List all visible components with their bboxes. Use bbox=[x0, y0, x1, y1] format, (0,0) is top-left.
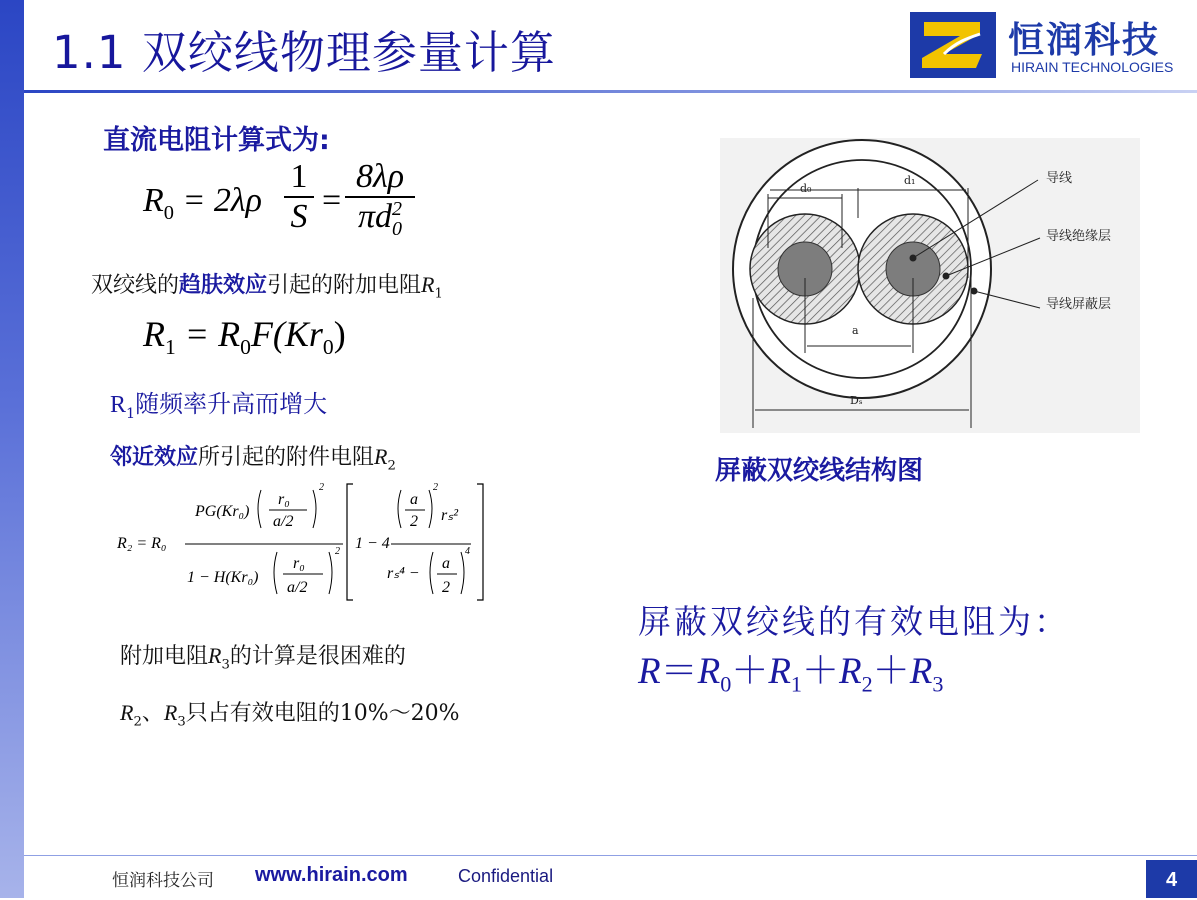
eq-r2-num-sq: 2 bbox=[319, 482, 324, 493]
eff-term-r0: R bbox=[697, 651, 721, 692]
prox-term: 邻近效应 bbox=[110, 445, 199, 470]
r23-r3: R bbox=[163, 700, 178, 725]
eq-r0-num2: 8λρ bbox=[355, 158, 405, 195]
eq-r1-close: ) bbox=[333, 314, 346, 354]
r23-r3-sub: 3 bbox=[177, 714, 186, 730]
eff-eq: ＝ bbox=[660, 651, 698, 692]
eq-r1-lhs-sub: 1 bbox=[165, 335, 176, 360]
skin-var: R bbox=[421, 272, 435, 297]
r3-line bbox=[120, 639, 406, 672]
r3-var: R bbox=[208, 643, 222, 668]
skin-effect-line bbox=[91, 268, 443, 301]
diagram-caption: 屏蔽双绞线结构图 bbox=[715, 456, 924, 486]
prox-post: 所引起的附件电阻 bbox=[198, 445, 375, 470]
eq-r1-tail: F(Kr bbox=[250, 314, 323, 354]
eq-r2-btop-rs: rₛ² bbox=[441, 507, 458, 524]
eq-r0-mid: = 2λρ bbox=[182, 182, 262, 219]
r1-note-text: 随频率升高而增大 bbox=[135, 390, 328, 418]
eq-r0-den2-sub: 0 bbox=[392, 218, 403, 241]
left-accent-bar bbox=[0, 0, 24, 898]
r1-note bbox=[110, 384, 327, 422]
dim-d0-label: d₀ bbox=[800, 182, 812, 195]
eff-term-r1-sub: 1 bbox=[790, 671, 803, 697]
r1-note-sub: 1 bbox=[126, 405, 136, 422]
eff-term-r3: R bbox=[909, 651, 933, 692]
eq-r2-den-frac-bot: a/2 bbox=[287, 579, 308, 596]
skin-term: 趋肤效应 bbox=[179, 273, 268, 298]
eq-r1-tail-sub: 0 bbox=[322, 335, 334, 360]
effective-resistance-formula bbox=[638, 640, 943, 697]
eq-r2-btop-frac-bot: 2 bbox=[410, 513, 418, 530]
eq-r2-num: PG(Kr₀) bbox=[195, 503, 250, 520]
r1-note-var: R bbox=[110, 392, 127, 418]
eq-r0 bbox=[143, 182, 262, 225]
eq-r2-num-frac-top: r₀ bbox=[278, 491, 290, 508]
eq-r0-lhs-sub: 0 bbox=[163, 201, 174, 224]
eq-r2-den-frac-top: r₀ bbox=[293, 555, 305, 572]
eff-r: R bbox=[638, 651, 661, 692]
skin-var-sub: 1 bbox=[434, 286, 443, 302]
eq-r2-btop-frac-top: a bbox=[410, 491, 418, 508]
eq-r0-den2: πd bbox=[357, 198, 393, 235]
r23-sep: 、 bbox=[141, 701, 164, 726]
eff-term-r1: R bbox=[768, 651, 791, 692]
prox-var: R bbox=[374, 444, 388, 469]
eq-r2-bracket-left bbox=[347, 484, 353, 600]
label-shield: 导线屏蔽层 bbox=[1046, 297, 1112, 312]
r23-r2-sub: 2 bbox=[133, 714, 142, 730]
cable-cross-section-diagram bbox=[720, 138, 1140, 433]
eq-r0-eq: = bbox=[322, 182, 342, 219]
proximity-line bbox=[110, 440, 396, 473]
eq-r2-lhs: R₂ = R₀ bbox=[117, 535, 167, 552]
eq-r2-bracket-one: 1 − 4 bbox=[355, 535, 390, 552]
footer-website-link[interactable]: www.hirain.com bbox=[255, 864, 408, 886]
r23-line bbox=[120, 696, 460, 729]
eq-r2-bbot-rs: rₛ⁴ − bbox=[387, 565, 420, 582]
company-logo-icon bbox=[910, 12, 996, 78]
leader-dot-shield bbox=[971, 288, 977, 294]
eff-plus-2: ＋ bbox=[802, 651, 840, 692]
eq-r2-btop-sq: 2 bbox=[433, 482, 438, 493]
eq-r1-lhs: R bbox=[143, 314, 165, 354]
logo-z-icon bbox=[910, 12, 996, 78]
dc-resistance-heading: 直流电阻计算式为: bbox=[103, 125, 330, 156]
r3-post: 的计算是很困难的 bbox=[229, 644, 406, 669]
skin-post: 引起的附加电阻 bbox=[267, 273, 422, 298]
eq-r2-den: 1 − H(Kr₀) bbox=[187, 569, 259, 586]
eff-plus-3: ＋ bbox=[872, 651, 910, 692]
r3-pre: 附加电阻 bbox=[120, 644, 209, 669]
dim-d1-label: d₁ bbox=[904, 174, 916, 187]
eq-r1 bbox=[143, 313, 346, 360]
r23-r2: R bbox=[120, 700, 134, 725]
r3-sub: 3 bbox=[221, 657, 230, 673]
leader-dot-insulation bbox=[943, 273, 949, 279]
logo-name-en: HIRAIN TECHNOLOGIES bbox=[1011, 59, 1174, 75]
label-conductor: 导线 bbox=[1046, 171, 1073, 186]
eq-r1-rhs: = R bbox=[184, 314, 241, 354]
eq-r2-bracket-right bbox=[477, 484, 483, 600]
eq-r0-den2-sup: 2 bbox=[392, 198, 403, 221]
eq-r2-bbot-pow4: 4 bbox=[465, 546, 470, 557]
eq-r2-den-sq: 2 bbox=[335, 546, 340, 557]
footer-divider bbox=[24, 855, 1197, 856]
eq-r0-den1: S bbox=[284, 196, 314, 236]
dim-ds-label: Dₛ bbox=[850, 394, 863, 407]
slide-title: 1.1 双绞线物理参量计算 bbox=[52, 26, 556, 79]
r23-text: 只占有效电阻的10%～20% bbox=[185, 701, 460, 726]
title-divider bbox=[24, 90, 1197, 93]
eq-r2 bbox=[115, 476, 495, 608]
label-insulation: 导线绝缘层 bbox=[1046, 229, 1112, 244]
logo-name-cn: 恒润科技 bbox=[1008, 20, 1161, 61]
dim-a-label: a bbox=[852, 324, 859, 337]
eff-term-r2: R bbox=[839, 651, 862, 692]
eq-r2-bbot-frac-top: a bbox=[442, 555, 450, 572]
page-number: 4 bbox=[1146, 860, 1197, 898]
effective-resistance-title: 屏蔽双绞线的有效电阻为： bbox=[638, 602, 1070, 641]
footer-confidential: Confidential bbox=[458, 866, 554, 886]
eq-r1-rhs-sub: 0 bbox=[240, 335, 251, 360]
eq-r2-num-frac-bot: a/2 bbox=[273, 513, 294, 530]
eff-term-r2-sub: 2 bbox=[861, 671, 873, 697]
eq-r0-lhs: R bbox=[143, 182, 164, 219]
eq-r0-num1: 1 bbox=[290, 158, 308, 195]
prox-var-sub: 2 bbox=[387, 458, 396, 474]
eq-r0-frac1 bbox=[284, 158, 314, 236]
skin-pre: 双绞线的 bbox=[91, 273, 180, 298]
leader-dot-conductor bbox=[910, 255, 916, 261]
eff-term-r3-sub: 3 bbox=[932, 671, 944, 697]
eq-r2-bbot-frac-bot: 2 bbox=[442, 579, 450, 596]
eff-term-r0-sub: 0 bbox=[720, 671, 732, 697]
footer-company: 恒润科技公司 bbox=[112, 871, 214, 891]
eff-plus-1: ＋ bbox=[731, 651, 769, 692]
eq-r0-frac2 bbox=[345, 158, 415, 239]
